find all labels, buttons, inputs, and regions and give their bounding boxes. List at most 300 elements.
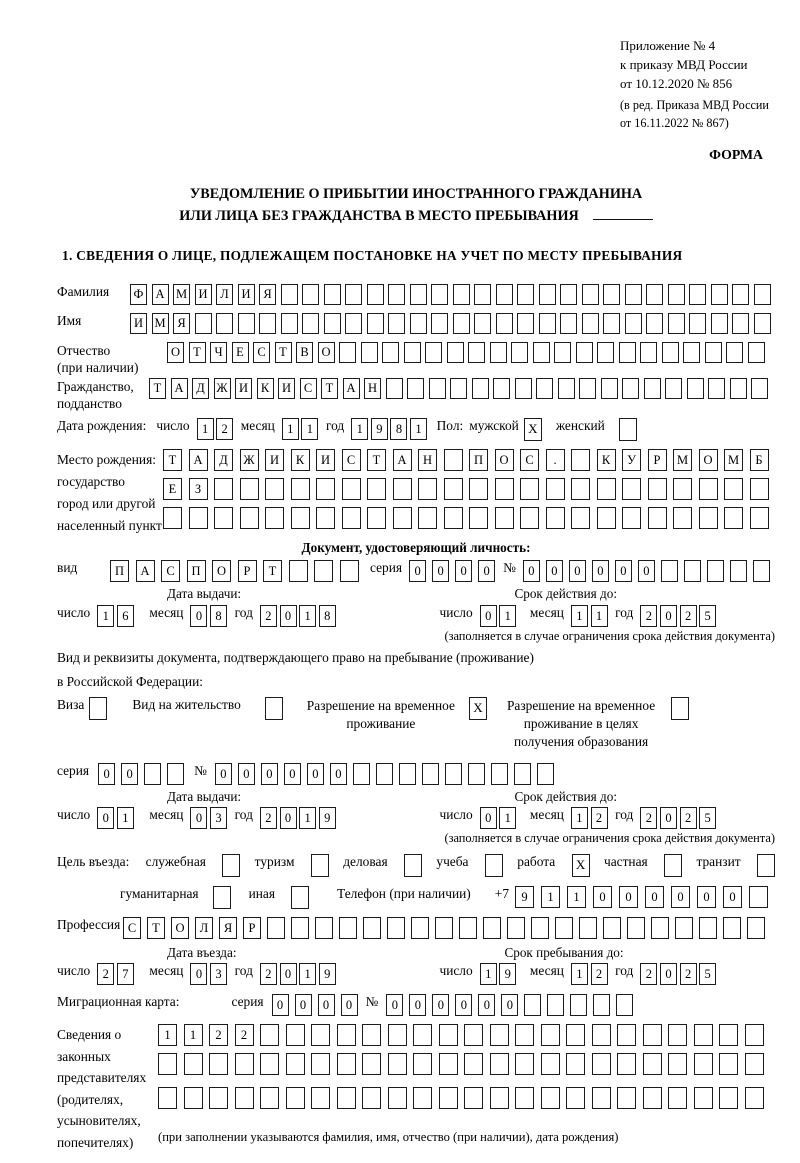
entry-year-boxes[interactable] — [260, 963, 338, 985]
char-cell[interactable]: М — [673, 449, 692, 471]
char-cell[interactable]: 8 — [390, 418, 407, 440]
char-cell[interactable] — [582, 284, 599, 305]
char-cell[interactable]: Л — [216, 284, 233, 305]
char-cell[interactable] — [410, 284, 427, 305]
char-cell[interactable] — [662, 342, 679, 363]
char-cell[interactable] — [267, 917, 285, 939]
char-cell[interactable] — [579, 917, 597, 939]
char-cell[interactable] — [531, 917, 549, 939]
char-cell[interactable]: 0 — [592, 560, 609, 582]
char-cell[interactable] — [286, 1087, 305, 1109]
char-cell[interactable]: И — [238, 284, 255, 305]
char-cell[interactable]: 1 — [499, 807, 516, 829]
char-cell[interactable] — [745, 1024, 764, 1046]
char-cell[interactable] — [539, 313, 556, 334]
char-cell[interactable]: А — [393, 449, 412, 471]
char-cell[interactable] — [683, 342, 700, 363]
char-cell[interactable] — [342, 478, 361, 500]
char-cell[interactable] — [750, 478, 769, 500]
char-cell[interactable] — [399, 763, 416, 785]
char-cell[interactable]: И — [278, 378, 295, 399]
char-cell[interactable] — [324, 313, 341, 334]
char-cell[interactable]: У — [622, 449, 641, 471]
char-cell[interactable] — [558, 378, 575, 399]
char-cell[interactable]: 0 — [307, 763, 324, 785]
char-cell[interactable] — [646, 313, 663, 334]
char-cell[interactable]: 3 — [210, 807, 227, 829]
identity-number-boxes[interactable] — [523, 560, 776, 582]
char-cell[interactable] — [158, 1087, 177, 1109]
birth-place-boxes-row3[interactable] — [163, 507, 775, 529]
residence-issue-day-boxes[interactable] — [97, 807, 136, 829]
char-cell[interactable] — [404, 342, 421, 363]
char-cell[interactable] — [259, 313, 276, 334]
char-cell[interactable]: Р — [243, 917, 261, 939]
char-cell[interactable] — [520, 478, 539, 500]
char-cell[interactable]: О — [212, 560, 231, 582]
char-cell[interactable] — [445, 763, 462, 785]
char-cell[interactable]: К — [291, 449, 310, 471]
purpose-study-checkbox[interactable] — [485, 854, 503, 877]
char-cell[interactable]: Б — [750, 449, 769, 471]
char-cell[interactable]: Д — [214, 449, 233, 471]
char-cell[interactable] — [675, 917, 693, 939]
stay-year-boxes[interactable] — [640, 963, 718, 985]
char-cell[interactable] — [490, 1024, 509, 1046]
char-cell[interactable] — [407, 378, 424, 399]
char-cell[interactable] — [184, 1087, 203, 1109]
char-cell[interactable] — [560, 284, 577, 305]
char-cell[interactable] — [367, 313, 384, 334]
char-cell[interactable] — [730, 560, 747, 582]
char-cell[interactable] — [469, 478, 488, 500]
char-cell[interactable] — [555, 917, 573, 939]
char-cell[interactable] — [515, 1053, 534, 1075]
residence-issue-month-boxes[interactable] — [190, 807, 229, 829]
char-cell[interactable] — [474, 313, 491, 334]
char-cell[interactable] — [316, 478, 335, 500]
char-cell[interactable] — [689, 313, 706, 334]
char-cell[interactable]: 7 — [117, 963, 134, 985]
char-cell[interactable]: Е — [232, 342, 249, 363]
char-cell[interactable] — [745, 1087, 764, 1109]
char-cell[interactable]: 1 — [571, 807, 588, 829]
char-cell[interactable]: 0 — [638, 560, 655, 582]
char-cell[interactable] — [694, 1053, 713, 1075]
char-cell[interactable]: 1 — [299, 963, 316, 985]
residence-number-boxes[interactable] — [215, 763, 560, 785]
stay-month-boxes[interactable] — [571, 963, 610, 985]
char-cell[interactable]: И — [265, 449, 284, 471]
char-cell[interactable]: Т — [163, 449, 182, 471]
char-cell[interactable] — [541, 1024, 560, 1046]
char-cell[interactable]: 2 — [235, 1024, 254, 1046]
char-cell[interactable] — [514, 763, 531, 785]
stay-day-boxes[interactable] — [480, 963, 519, 985]
char-cell[interactable]: Ч — [210, 342, 227, 363]
char-cell[interactable]: 5 — [699, 963, 716, 985]
char-cell[interactable]: 0 — [619, 886, 638, 908]
char-cell[interactable]: М — [724, 449, 743, 471]
char-cell[interactable] — [648, 478, 667, 500]
char-cell[interactable] — [511, 342, 528, 363]
char-cell[interactable] — [541, 1087, 560, 1109]
char-cell[interactable]: 2 — [640, 807, 657, 829]
char-cell[interactable] — [515, 1024, 534, 1046]
char-cell[interactable] — [668, 284, 685, 305]
char-cell[interactable] — [260, 1053, 279, 1075]
char-cell[interactable] — [464, 1087, 483, 1109]
char-cell[interactable] — [410, 313, 427, 334]
char-cell[interactable]: 1 — [301, 418, 318, 440]
char-cell[interactable]: 0 — [318, 994, 335, 1016]
char-cell[interactable]: 0 — [546, 560, 563, 582]
char-cell[interactable] — [425, 342, 442, 363]
char-cell[interactable] — [732, 313, 749, 334]
char-cell[interactable] — [472, 378, 489, 399]
char-cell[interactable]: П — [110, 560, 129, 582]
char-cell[interactable] — [560, 313, 577, 334]
char-cell[interactable]: 9 — [319, 807, 336, 829]
char-cell[interactable] — [453, 284, 470, 305]
char-cell[interactable] — [616, 994, 633, 1016]
residence-valid-month-boxes[interactable] — [571, 807, 610, 829]
char-cell[interactable] — [447, 342, 464, 363]
char-cell[interactable] — [493, 378, 510, 399]
char-cell[interactable] — [622, 507, 641, 529]
char-cell[interactable] — [435, 917, 453, 939]
char-cell[interactable] — [622, 478, 641, 500]
char-cell[interactable] — [483, 917, 501, 939]
char-cell[interactable] — [260, 1024, 279, 1046]
char-cell[interactable] — [707, 560, 724, 582]
char-cell[interactable] — [431, 313, 448, 334]
char-cell[interactable]: 0 — [409, 994, 426, 1016]
char-cell[interactable] — [719, 1024, 738, 1046]
residence-valid-day-boxes[interactable] — [480, 807, 519, 829]
char-cell[interactable]: 1 — [282, 418, 299, 440]
edu-permit-checkbox[interactable] — [671, 697, 689, 720]
char-cell[interactable] — [651, 917, 669, 939]
char-cell[interactable] — [286, 1024, 305, 1046]
char-cell[interactable] — [367, 284, 384, 305]
purpose-tourism-checkbox[interactable] — [311, 854, 329, 877]
char-cell[interactable]: 0 — [432, 560, 449, 582]
char-cell[interactable] — [723, 917, 741, 939]
char-cell[interactable] — [507, 917, 525, 939]
identity-issue-month-boxes[interactable] — [190, 605, 229, 627]
char-cell[interactable]: 0 — [261, 763, 278, 785]
char-cell[interactable] — [619, 342, 636, 363]
char-cell[interactable]: 2 — [640, 605, 657, 627]
char-cell[interactable]: Р — [238, 560, 257, 582]
char-cell[interactable] — [422, 763, 439, 785]
char-cell[interactable] — [431, 284, 448, 305]
birth-day-boxes[interactable] — [197, 418, 236, 440]
char-cell[interactable] — [339, 342, 356, 363]
char-cell[interactable] — [468, 342, 485, 363]
char-cell[interactable]: И — [235, 378, 252, 399]
char-cell[interactable] — [750, 507, 769, 529]
char-cell[interactable]: А — [136, 560, 155, 582]
identity-valid-day-boxes[interactable] — [480, 605, 519, 627]
char-cell[interactable]: Я — [173, 313, 190, 334]
char-cell[interactable] — [289, 560, 308, 582]
char-cell[interactable]: 2 — [640, 963, 657, 985]
char-cell[interactable] — [668, 1024, 687, 1046]
residence-valid-year-boxes[interactable] — [640, 807, 718, 829]
char-cell[interactable] — [601, 378, 618, 399]
char-cell[interactable] — [495, 507, 514, 529]
char-cell[interactable] — [496, 284, 513, 305]
char-cell[interactable] — [291, 478, 310, 500]
char-cell[interactable]: 1 — [480, 963, 497, 985]
migration-number-boxes[interactable] — [386, 994, 639, 1016]
char-cell[interactable] — [539, 284, 556, 305]
char-cell[interactable]: 0 — [615, 560, 632, 582]
char-cell[interactable]: 1 — [571, 605, 588, 627]
char-cell[interactable] — [413, 1024, 432, 1046]
migration-series-boxes[interactable] — [272, 994, 364, 1016]
char-cell[interactable] — [362, 1053, 381, 1075]
char-cell[interactable]: 2 — [260, 963, 277, 985]
char-cell[interactable] — [524, 994, 541, 1016]
char-cell[interactable]: О — [171, 917, 189, 939]
char-cell[interactable]: 3 — [210, 963, 227, 985]
char-cell[interactable]: 1 — [567, 886, 586, 908]
char-cell[interactable]: Е — [163, 478, 182, 500]
char-cell[interactable] — [337, 1087, 356, 1109]
char-cell[interactable] — [643, 1087, 662, 1109]
char-cell[interactable] — [711, 313, 728, 334]
char-cell[interactable] — [238, 313, 255, 334]
char-cell[interactable] — [520, 507, 539, 529]
char-cell[interactable] — [474, 284, 491, 305]
char-cell[interactable] — [724, 478, 743, 500]
citizenship-boxes[interactable] — [149, 378, 773, 399]
char-cell[interactable] — [726, 342, 743, 363]
char-cell[interactable]: Т — [367, 449, 386, 471]
char-cell[interactable]: 0 — [478, 560, 495, 582]
char-cell[interactable] — [167, 763, 184, 785]
char-cell[interactable]: 0 — [501, 994, 518, 1016]
char-cell[interactable]: Ф — [130, 284, 147, 305]
char-cell[interactable] — [730, 378, 747, 399]
char-cell[interactable]: А — [171, 378, 188, 399]
phone-boxes[interactable] — [515, 886, 775, 908]
char-cell[interactable]: А — [343, 378, 360, 399]
visa-checkbox[interactable] — [89, 697, 107, 720]
char-cell[interactable] — [382, 342, 399, 363]
char-cell[interactable]: С — [520, 449, 539, 471]
char-cell[interactable] — [302, 313, 319, 334]
name-boxes[interactable] — [130, 313, 775, 334]
char-cell[interactable] — [547, 994, 564, 1016]
char-cell[interactable]: К — [257, 378, 274, 399]
char-cell[interactable]: 1 — [197, 418, 214, 440]
identity-issue-year-boxes[interactable] — [260, 605, 338, 627]
char-cell[interactable] — [418, 507, 437, 529]
char-cell[interactable]: 0 — [272, 994, 289, 1016]
char-cell[interactable] — [694, 1087, 713, 1109]
char-cell[interactable]: Т — [149, 378, 166, 399]
char-cell[interactable] — [411, 917, 429, 939]
char-cell[interactable] — [617, 1087, 636, 1109]
char-cell[interactable] — [537, 763, 554, 785]
char-cell[interactable]: 0 — [455, 560, 472, 582]
char-cell[interactable] — [668, 313, 685, 334]
char-cell[interactable] — [195, 313, 212, 334]
char-cell[interactable]: 0 — [280, 963, 297, 985]
char-cell[interactable]: М — [152, 313, 169, 334]
char-cell[interactable]: 6 — [117, 605, 134, 627]
char-cell[interactable] — [603, 313, 620, 334]
patronymic-boxes[interactable] — [167, 342, 769, 363]
entry-month-boxes[interactable] — [190, 963, 229, 985]
char-cell[interactable] — [158, 1053, 177, 1075]
char-cell[interactable]: 2 — [591, 807, 608, 829]
temp-permit-checkbox[interactable]: X — [469, 697, 487, 720]
char-cell[interactable] — [235, 1087, 254, 1109]
char-cell[interactable] — [724, 507, 743, 529]
char-cell[interactable] — [235, 1053, 254, 1075]
char-cell[interactable]: Н — [418, 449, 437, 471]
char-cell[interactable]: П — [469, 449, 488, 471]
char-cell[interactable]: 2 — [216, 418, 233, 440]
char-cell[interactable] — [546, 507, 565, 529]
char-cell[interactable] — [291, 507, 310, 529]
char-cell[interactable] — [748, 342, 765, 363]
char-cell[interactable] — [571, 478, 590, 500]
char-cell[interactable] — [340, 560, 359, 582]
char-cell[interactable] — [342, 507, 361, 529]
char-cell[interactable] — [541, 1053, 560, 1075]
purpose-other-checkbox[interactable] — [291, 886, 309, 909]
char-cell[interactable]: 0 — [432, 994, 449, 1016]
char-cell[interactable] — [363, 917, 381, 939]
char-cell[interactable]: 9 — [319, 963, 336, 985]
char-cell[interactable] — [673, 478, 692, 500]
char-cell[interactable] — [311, 1024, 330, 1046]
char-cell[interactable] — [209, 1053, 228, 1075]
char-cell[interactable]: Я — [259, 284, 276, 305]
char-cell[interactable] — [495, 478, 514, 500]
char-cell[interactable]: 0 — [238, 763, 255, 785]
char-cell[interactable] — [754, 313, 771, 334]
char-cell[interactable] — [281, 313, 298, 334]
char-cell[interactable]: 0 — [386, 994, 403, 1016]
char-cell[interactable] — [582, 313, 599, 334]
purpose-humanitarian-checkbox[interactable] — [213, 886, 231, 909]
char-cell[interactable] — [144, 763, 161, 785]
char-cell[interactable]: Д — [192, 378, 209, 399]
char-cell[interactable]: 0 — [723, 886, 742, 908]
char-cell[interactable]: А — [152, 284, 169, 305]
purpose-official-checkbox[interactable] — [222, 854, 240, 877]
char-cell[interactable] — [708, 378, 725, 399]
char-cell[interactable]: О — [167, 342, 184, 363]
char-cell[interactable]: 0 — [295, 994, 312, 1016]
char-cell[interactable]: 9 — [515, 886, 534, 908]
char-cell[interactable] — [376, 763, 393, 785]
char-cell[interactable]: 2 — [680, 807, 697, 829]
char-cell[interactable] — [388, 1087, 407, 1109]
char-cell[interactable]: О — [495, 449, 514, 471]
char-cell[interactable] — [453, 313, 470, 334]
char-cell[interactable] — [603, 917, 621, 939]
char-cell[interactable] — [533, 342, 550, 363]
char-cell[interactable] — [496, 313, 513, 334]
char-cell[interactable]: 0 — [478, 994, 495, 1016]
char-cell[interactable]: 0 — [455, 994, 472, 1016]
char-cell[interactable] — [291, 917, 309, 939]
char-cell[interactable] — [640, 342, 657, 363]
char-cell[interactable]: Л — [195, 917, 213, 939]
char-cell[interactable]: В — [296, 342, 313, 363]
char-cell[interactable]: 0 — [593, 886, 612, 908]
char-cell[interactable] — [554, 342, 571, 363]
char-cell[interactable] — [699, 507, 718, 529]
purpose-transit-checkbox[interactable] — [757, 854, 775, 877]
char-cell[interactable] — [413, 1053, 432, 1075]
char-cell[interactable] — [517, 313, 534, 334]
char-cell[interactable] — [209, 1087, 228, 1109]
char-cell[interactable]: 1 — [499, 605, 516, 627]
char-cell[interactable] — [643, 1053, 662, 1075]
char-cell[interactable]: 1 — [299, 807, 316, 829]
char-cell[interactable]: 0 — [190, 807, 207, 829]
char-cell[interactable]: 2 — [260, 807, 277, 829]
char-cell[interactable]: 0 — [341, 994, 358, 1016]
char-cell[interactable]: 0 — [190, 963, 207, 985]
char-cell[interactable]: 0 — [409, 560, 426, 582]
char-cell[interactable]: 1 — [158, 1024, 177, 1046]
char-cell[interactable]: 0 — [660, 963, 677, 985]
char-cell[interactable]: 0 — [330, 763, 347, 785]
char-cell[interactable] — [603, 284, 620, 305]
char-cell[interactable]: 0 — [284, 763, 301, 785]
char-cell[interactable] — [617, 1053, 636, 1075]
char-cell[interactable] — [684, 560, 701, 582]
char-cell[interactable]: . — [546, 449, 565, 471]
char-cell[interactable] — [689, 284, 706, 305]
char-cell[interactable] — [367, 478, 386, 500]
birth-place-boxes-row1[interactable] — [163, 449, 775, 471]
char-cell[interactable] — [184, 1053, 203, 1075]
char-cell[interactable] — [362, 1024, 381, 1046]
char-cell[interactable]: Т — [147, 917, 165, 939]
char-cell[interactable] — [469, 507, 488, 529]
char-cell[interactable] — [699, 917, 717, 939]
char-cell[interactable] — [189, 507, 208, 529]
char-cell[interactable] — [592, 1024, 611, 1046]
char-cell[interactable]: 2 — [97, 963, 114, 985]
char-cell[interactable] — [163, 507, 182, 529]
representatives-boxes-row3[interactable] — [158, 1087, 770, 1109]
char-cell[interactable]: 1 — [410, 418, 427, 440]
char-cell[interactable] — [668, 1053, 687, 1075]
profession-boxes[interactable] — [123, 917, 771, 939]
char-cell[interactable] — [418, 478, 437, 500]
char-cell[interactable] — [444, 478, 463, 500]
char-cell[interactable] — [339, 917, 357, 939]
char-cell[interactable]: Ж — [214, 378, 231, 399]
char-cell[interactable]: С — [123, 917, 141, 939]
char-cell[interactable] — [444, 449, 463, 471]
birth-month-boxes[interactable] — [282, 418, 321, 440]
char-cell[interactable] — [571, 449, 590, 471]
char-cell[interactable]: 0 — [645, 886, 664, 908]
